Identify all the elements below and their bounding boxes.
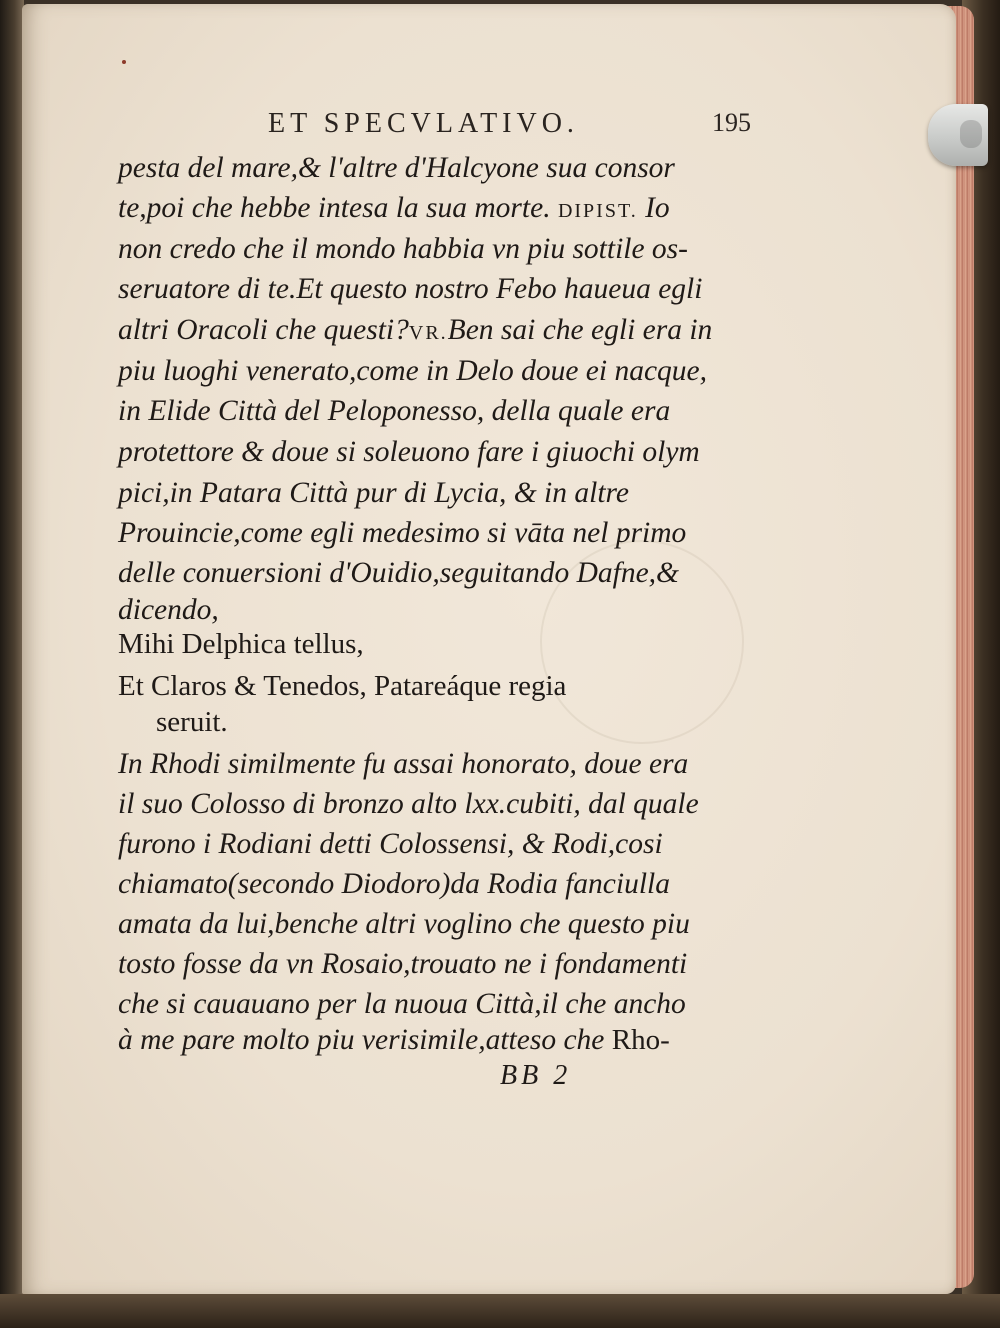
signature-mark: BB 2 bbox=[500, 1060, 572, 1091]
speaker-name: DIPIST. bbox=[557, 200, 638, 222]
text-line: che si cauauano per la nuoua Città,il che ancho bbox=[118, 988, 686, 1020]
text-line: te,poi che hebbe intesa la sua morte. DIPIST. Io bbox=[118, 192, 670, 224]
text-line: in Elide Città del Peloponesso, della quale era bbox=[118, 395, 671, 427]
book-spine-shadow bbox=[0, 0, 24, 1328]
text-line: dicendo, bbox=[118, 594, 219, 626]
verse-line: seruit. bbox=[156, 706, 228, 738]
running-head: ET SPECVLATIVO. bbox=[268, 108, 579, 139]
text-line: non credo che il mondo habbia vn piu sottile os- bbox=[118, 233, 688, 265]
page-clip-slot bbox=[960, 120, 982, 148]
text-line: piu luoghi venerato,come in Delo doue ei nacque, bbox=[118, 355, 708, 387]
text-line: il suo Colosso di bronzo alto lxx.cubiti, dal quale bbox=[118, 788, 699, 820]
verse-line: Mihi Delphica tellus, bbox=[118, 628, 364, 660]
text-line: delle conuersioni d'Ouidio,seguitando Dafne,& bbox=[118, 557, 680, 589]
text-line: seruatore di te.Et questo nostro Febo haueua egli bbox=[118, 273, 703, 305]
book-bottom-board bbox=[0, 1294, 1000, 1328]
text-line: protettore & doue si soleuono fare i giuochi olym bbox=[118, 436, 700, 468]
page-number: 195 bbox=[712, 108, 751, 137]
text-line: pesta del mare,& l'altre d'Halcyone sua consor bbox=[118, 152, 675, 184]
speaker-name: VR. bbox=[408, 322, 448, 344]
text-line: In Rhodi similmente fu assai honorato, doue era bbox=[118, 748, 689, 780]
text-line: à me pare molto piu verisimile,atteso che Rho- bbox=[118, 1024, 670, 1056]
text-line: tosto fosse da vn Rosaio,trouato ne i fondamenti bbox=[118, 948, 688, 980]
text-line: Prouincie,come egli medesimo si vāta nel primo bbox=[118, 517, 687, 549]
text-line: chiamato(secondo Diodoro)da Rodia fanciulla bbox=[118, 868, 670, 900]
catchword: Rho- bbox=[611, 1024, 670, 1056]
text-line: furono i Rodiani detti Colossensi, & Rodi,cosi bbox=[118, 828, 663, 860]
verse-line: Et Claros & Tenedos, Patareáque regia bbox=[118, 670, 567, 702]
ink-mark bbox=[122, 60, 126, 64]
text-line: altri Oracoli che questi?VR.Ben sai che egli era in bbox=[118, 314, 713, 346]
text-line: pici,in Patara Città pur di Lycia, & in altre bbox=[118, 477, 629, 509]
text-line: amata da lui,benche altri voglino che questo piu bbox=[118, 908, 690, 940]
